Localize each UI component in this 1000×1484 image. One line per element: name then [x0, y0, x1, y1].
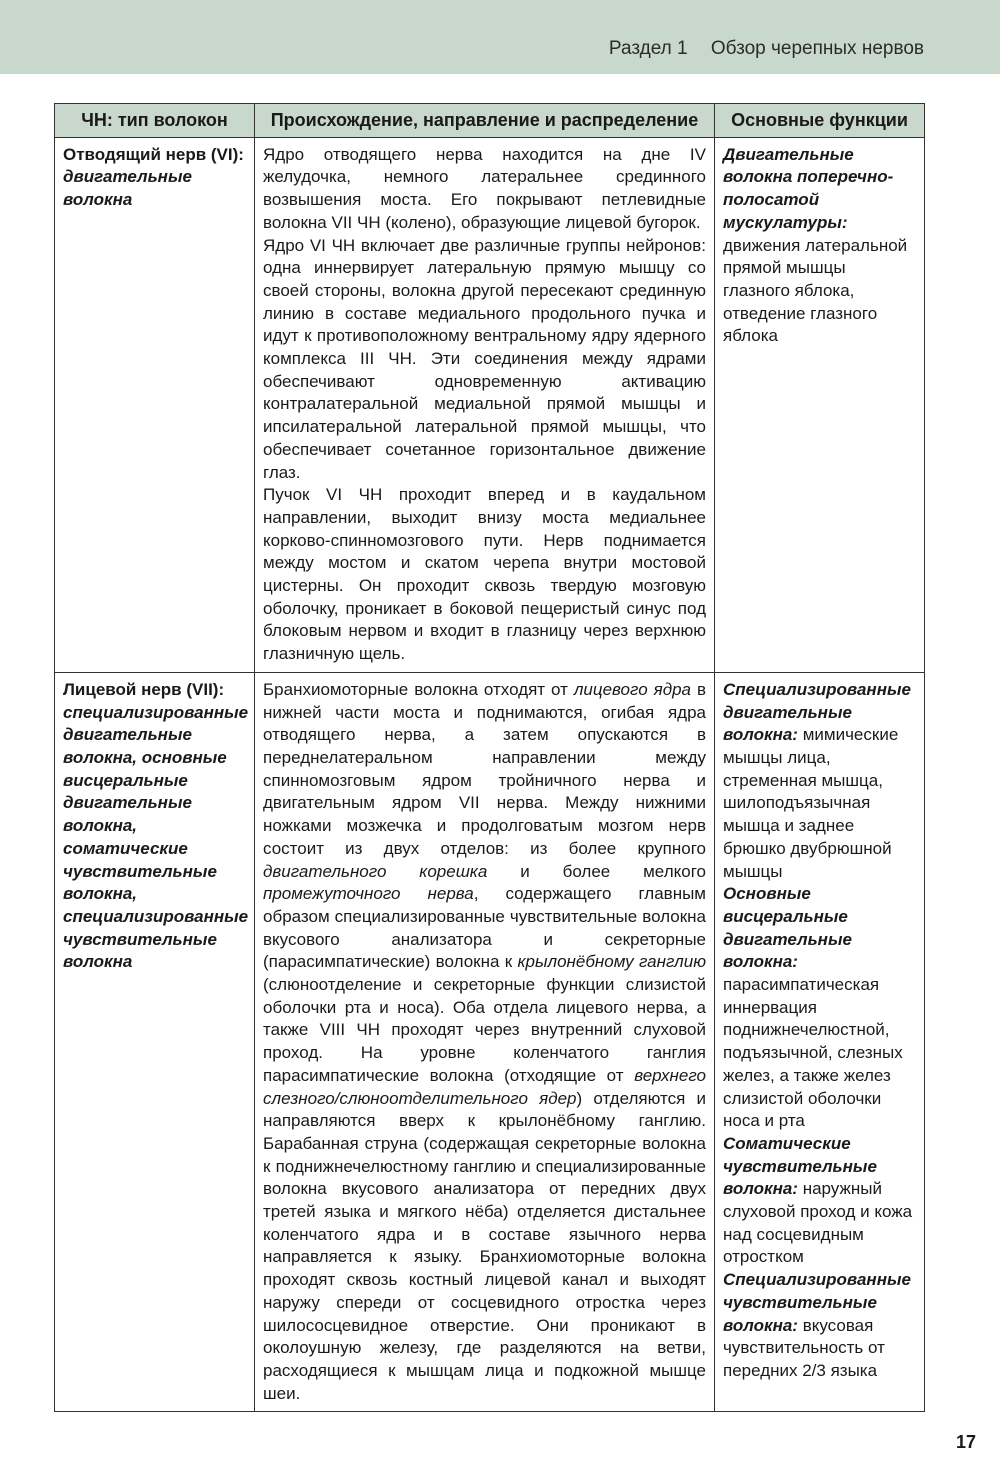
- nerve-cell: [55, 672, 255, 1412]
- table-row: [55, 137, 925, 672]
- function-text: движения латеральной прямой мышцы глазного яблока, отведение глазного яблока: [723, 235, 908, 346]
- column-header-origin: Происхождение, направление и распределение: [255, 104, 715, 138]
- section-label: Раздел 1: [608, 38, 688, 59]
- description-paragraph: Ядро VI ЧН включает две различные группы нейронов: одна иннервирует латеральную прямую мышцу со своей стороны, волокна другой пересекают срединную линию в составе медиального продольного пучка и идут к противоположному вентральному ядру ядерного комплекса III ЧН. Эти соединения между ядрами обеспечивают одновременную активацию контралатеральной медиальной прямой мышцы и ипсилатеральной латеральной прямой мышцы, что обеспечивает сочетанное горизонтальное движение глаз.: [263, 235, 706, 482]
- function-text: вкусовая чувствительность от передних 2/3 языка: [723, 1315, 885, 1380]
- description-paragraph: Ядро отводящего нерва находится на дне IV желудочка, немного латеральнее срединного возвышения моста. Его покрывают петлевидные волокна VII ЧН (колено), образующие лицевой бугорок.: [263, 144, 706, 232]
- table-header-row: [55, 104, 925, 138]
- function-text: наружный слуховой проход и кожа над сосцевидным отростком: [723, 1179, 913, 1267]
- function-item: [723, 1133, 916, 1269]
- description-cell: [255, 137, 715, 672]
- function-title: Соматические чувствительные волокна:: [723, 1133, 877, 1199]
- column-header-nerve: ЧН: тип волокон: [55, 104, 255, 138]
- function-text: парасимпатическая иннервация поднижнечелюстной, подъязычной, слезных желез, а также желез слизистой оболочки носа и рта: [723, 975, 903, 1131]
- cranial-nerves-table: [54, 103, 925, 1412]
- function-item: [723, 679, 916, 883]
- fiber-types: двигательные волокна: [63, 167, 192, 210]
- description-cell: [255, 672, 715, 1412]
- italic-term: верхнего слезного/слюноотделительного ядер: [263, 1065, 706, 1108]
- text-run: ) отделяются и направляются вверх к крылонёбному ганглию. Барабанная струна (содержащая секреторные волокна к поднижнечелюстному ганглию и специализированные волокна вкусового анализатора от передних двух третей языка и мягкого нёба) отделяется дистальнее коленчатого ядра и в составе язычного нерва направляется к языку. Бранхиомоторные волокна проходят сквозь костный лицевой канал и выходят наружу спереди от сосцевидного отростка через шилососцевидное отверстие. Они проникают в околоушную железу, где разделяются на ветви, расходящиеся к мышцам лица и подкожной мышце шеи.: [263, 1088, 706, 1403]
- text-run: (слюноотделение и секреторные функции слизистой оболочки рта и носа). Оба отдела лицевого нерва, а также VIII ЧН проходят через внутренний слуховой проход. На уровне коленчатого ганглия парасимпатические волокна (отходящие от: [263, 975, 706, 1085]
- functions-cell: [715, 137, 925, 672]
- text-run: Бранхиомоторные волокна отходят от: [263, 679, 574, 699]
- italic-term: крылонёбному ганглию: [517, 952, 707, 972]
- description-paragraph: Пучок VI ЧН проходит вперед и в каудальном направлении, выходит внизу моста медиальнее корково-спинномозгового пути. Нерв поднимается между мостом и скатом черепа внутри мостовой цистерны. Он проходит сквозь твердую мозговую оболочку, проникает в боковой пещеристый синус под блоковым нервом и входит в глазницу через верхнюю глазничную щель.: [263, 485, 706, 664]
- function-title: Двигательные волокна поперечно-полосатой мускулатуры:: [723, 144, 894, 232]
- function-item: [723, 1269, 916, 1383]
- italic-term: промежуточного нерва: [263, 884, 474, 904]
- italic-term: двигательного корешка: [263, 861, 488, 881]
- text-run: и более мелкого: [487, 861, 706, 881]
- header-band: [0, 0, 1000, 74]
- table-row: [55, 672, 925, 1412]
- function-title: Специализированные двигательные волокна:: [723, 679, 911, 745]
- function-title: Специализированные чувствительные волокна:: [723, 1270, 911, 1335]
- page-number: 17: [955, 1432, 976, 1452]
- nerve-name: Лицевой нерв (VII):: [63, 679, 225, 699]
- text-run: , содержащего главным образом специализированные чувствительные волокна вкусового анализатора и секреторные (парасимпатические) волокна к: [263, 884, 706, 972]
- function-title: Основные висцеральные двигательные волокна:: [723, 884, 852, 972]
- italic-term: лицевого ядра: [573, 679, 691, 699]
- text-run: в нижней части моста и поднимаются, огибая ядра отводящего нерва, а затем опускаются в переднелатеральном направлении между спинномозговым ядром тройничного нерва и двигательным ядром VII нерва. Между нижними ножками мозжечка и продолговатым мозгом нерв состоит из двух отделов: из более крупного: [263, 679, 706, 858]
- function-item: [723, 883, 916, 1133]
- running-header: [609, 38, 924, 60]
- fiber-types: специализированные двигательные волокна, основные висцеральные двигательные волокна, соматические чувствительные волокна, специализированные чувствительные волокна: [63, 702, 249, 972]
- chapter-title: Обзор черепных нервов: [710, 38, 924, 59]
- nerve-name: Отводящий нерв (VI):: [63, 144, 244, 164]
- function-item: [723, 144, 916, 348]
- functions-cell: [715, 672, 925, 1412]
- function-text: мимические мышцы лица, стременная мышца, шилоподъязычная мышца и заднее брюшко двубрюшной мышцы: [723, 725, 899, 881]
- nerve-cell: [55, 137, 255, 672]
- description-paragraph: [263, 679, 706, 1406]
- column-header-functions: Основные функции: [715, 104, 925, 138]
